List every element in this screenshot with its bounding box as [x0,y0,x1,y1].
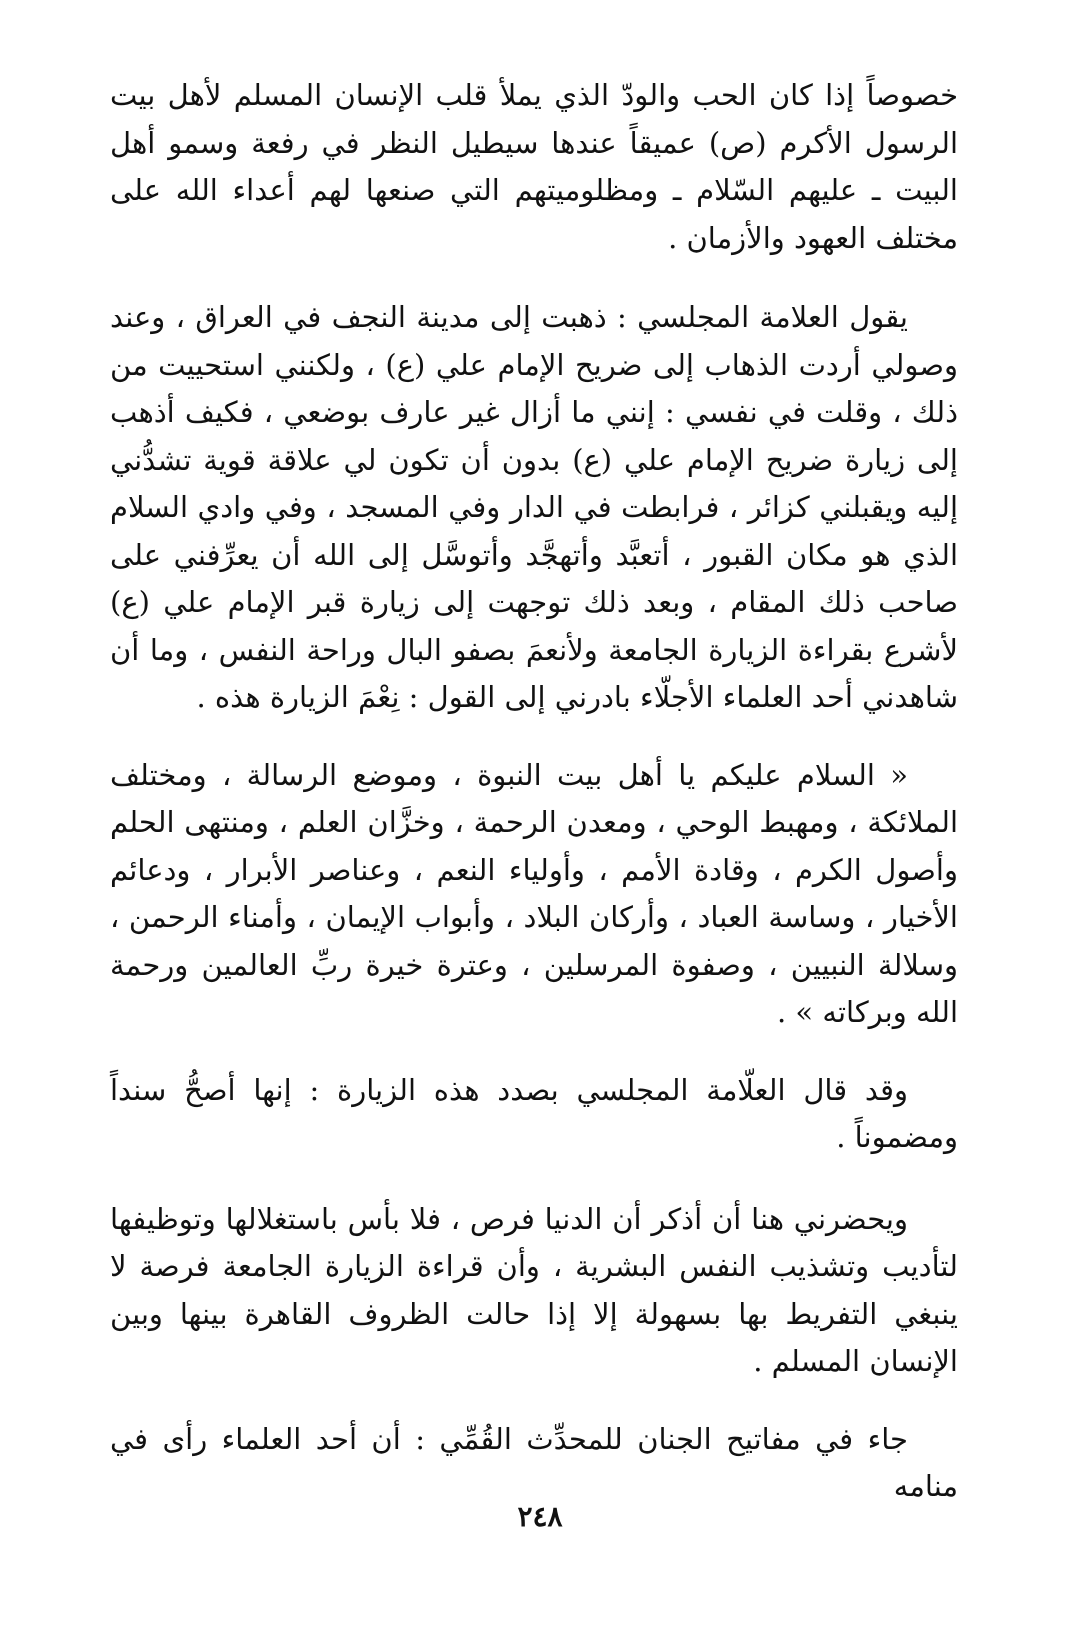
paragraph-5: ويحضرني هنا أن أذكر أن الدنيا فرص ، فلا بأس باستغلالها وتوظيفها لتأديب وتشذيب النفس البشرية ، وأن قراءة الزيارة الجامعة فرصة لا ينبغي التفريط بها بسهولة إلا إذا حالت الظروف القاهرة بينها وبين الإنسان المسلم . [110,1201,958,1378]
paragraph-4: وقد قال العلّامة المجلسي بصدد هذه الزيارة : إنها أصحُّ سنداً ومضموناً . [110,1072,958,1154]
paragraph-2: يقول العلامة المجلسي : ذهبت إلى مدينة النجف في العراق ، وعند وصولي أردت الذهاب إلى ضريح الإمام علي (ع) ، ولكنني استحييت من ذلك ، وقلت في نفسي : إنني ما أزال غير عارف بوضعي ، فكيف أذهب إلى زيارة ضريح الإمام علي (ع) بدون أن تكون لي علاقة قوية تشدُّني إليه ويقبلني كزائر ، فرابطت في الدار وفي المسجد ، وفي وادي السلام الذي هو مكان القبور ، أتعبَّد وأتهجَّد وأتوسَّل إلى الله أن يعرِّفني على صاحب ذلك المقام ، وبعد ذلك توجهت إلى زيارة قبر الإمام علي (ع) لأشرع بقراءة الزيارة الجامعة ولأنعمَ بصفو البال وراحة النفس ، وما أن شاهدني أحد العلماء الأجلّاء بادرني إلى القول : نِعْمَ الزيارة هذه . [110,300,958,714]
paragraph-3-quote: « السلام عليكم يا أهل بيت النبوة ، وموضع الرسالة ، ومختلف الملائكة ، ومهبط الوحي ، ومعدن الرحمة ، وخزَّان العلم ، ومنتهى الحلم وأصول الكرم ، وقادة الأمم ، وأولياء النعم ، وعناصر الأبرار ، ودعائم الأخيار ، وساسة العباد ، وأركان البلاد ، وأبواب الإيمان ، وأمناء الرحمن ، وسلالة النبيين ، وصفوة المرسلين ، وعترة خيرة ربِّ العالمين ورحمة الله وبركاته » . [110,757,958,1029]
paragraph-6: جاء في مفاتيح الجنان للمحدِّث القُمِّي : أن أحد العلماء رأى في منامه [110,1421,958,1503]
paragraph-1: خصوصاً إذا كان الحب والودّ الذي يملأ قلب الإنسان المسلم لأهل بيت الرسول الأكرم (ص) عميقاً عندها سيطيل النظر في رفعة وسمو أهل البيت ـ عليهم السّلام ـ ومظلوميتهم التي صنعها لهم أعداء الله على مختلف العهود والأزمان . [110,78,958,255]
page-number: ٢٤٨ [517,1500,563,1533]
page-body [110,72,958,1511]
